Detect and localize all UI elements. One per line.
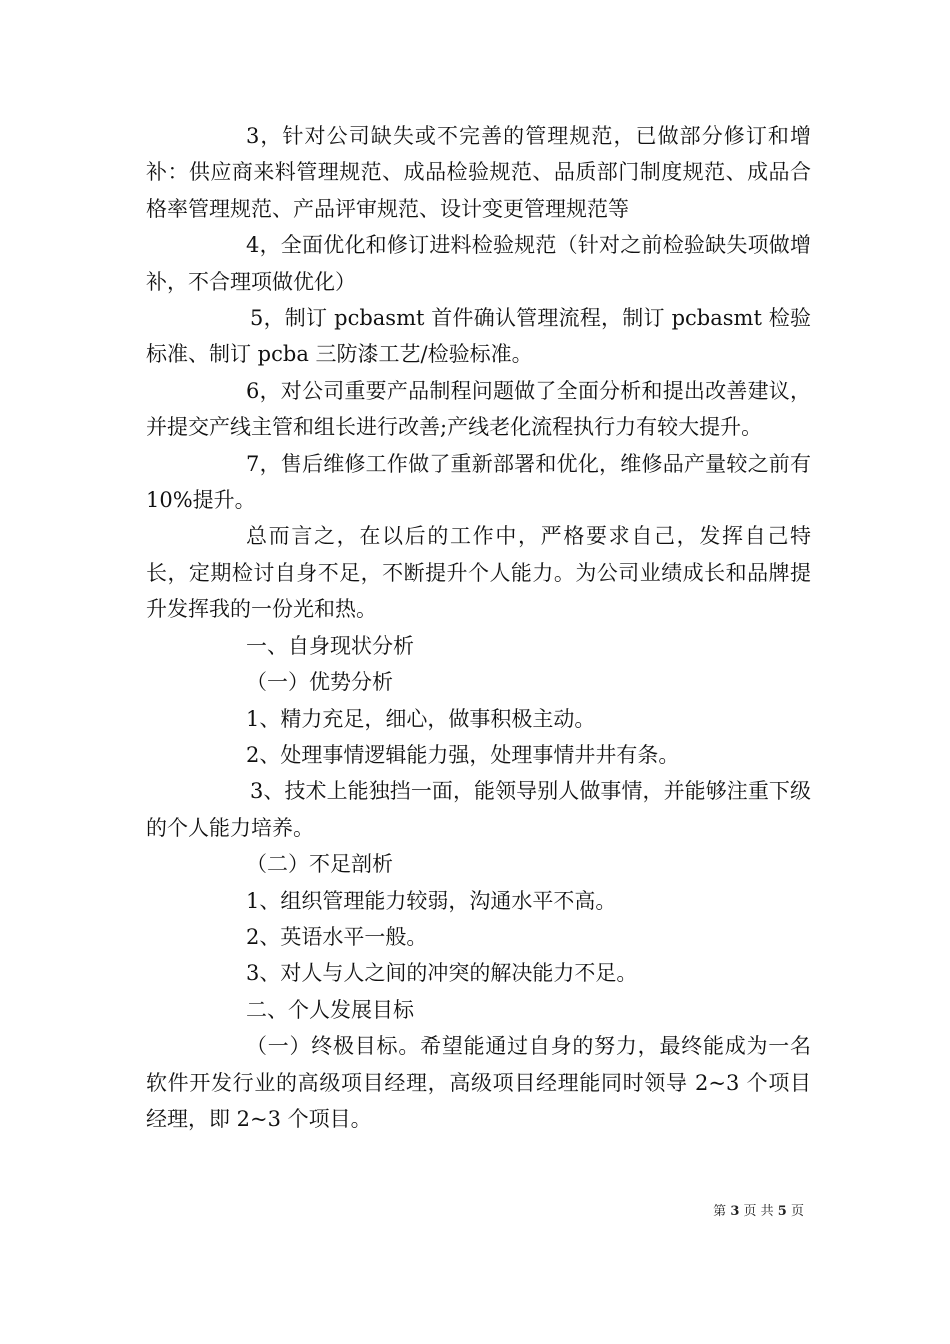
section-heading-1: 一、自身现状分析: [246, 633, 414, 658]
subsection-heading-strengths: （一）优势分析: [246, 670, 393, 695]
document-body: [146, 118, 811, 1137]
paragraph-item-4: 4，全面优化和修订进料检验规范（针对之前检验缺失项做增补，不合理项做优化）: [146, 233, 811, 294]
strength-item-1: 1、精力充足，细心，做事积极主动。: [246, 706, 596, 731]
paragraph-item-3: 3，针对公司缺失或不完善的管理规范，已做部分修订和增补：供应商来料管理规范、成品检验规范、品质部门制度规范、成品合格率管理规范、产品评审规范、设计变更管理规范等: [146, 124, 811, 221]
footer-middle: 页 共: [743, 1204, 774, 1219]
weakness-item-3: 3、对人与人之间的冲突的解决能力不足。: [246, 961, 638, 986]
paragraph-item-7: 7，售后维修工作做了重新部署和优化，维修品产量较之前有 10%提升。: [146, 451, 811, 513]
page-footer: [713, 1203, 804, 1221]
section-heading-2: 二、个人发展目标: [246, 997, 414, 1022]
footer-total-pages: 5: [777, 1204, 787, 1219]
footer-current-page: 3: [730, 1204, 740, 1219]
strength-item-3: 3、技术上能独挡一面，能领导别人做事情，并能够注重下级的个人能力培养。: [146, 779, 811, 840]
paragraph-item-6: 6，对公司重要产品制程问题做了全面分析和提出改善建议，并提交产线主管和组长进行改善;产线老化流程执行力有较大提升。: [146, 378, 811, 440]
paragraph-summary: 总而言之，在以后的工作中，严格要求自己，发挥自己特长，定期检讨自身不足，不断提升个人能力。为公司业绩成长和品牌提升发挥我的一份光和热。: [146, 524, 811, 622]
strength-item-2: 2、处理事情逻辑能力强，处理事情井井有条。: [246, 742, 680, 767]
footer-prefix: 第: [713, 1204, 727, 1219]
weakness-item-2: 2、英语水平一般。: [246, 924, 428, 949]
footer-suffix: 页: [790, 1204, 804, 1219]
paragraph-item-5: 5，制订 pcbasmt 首件确认管理流程，制订 pcbasmt 检验标准、制订 pcba 三防漆工艺/检验标准。: [146, 306, 811, 367]
subsection-heading-weaknesses: （二）不足剖析: [246, 852, 393, 877]
weakness-item-1: 1、组织管理能力较弱，沟通水平不高。: [246, 888, 617, 913]
goal-paragraph-ultimate: （一）终极目标。希望能通过自身的努力，最终能成为一名软件开发行业的高级项目经理，高级项目经理能同时领导 2~3 个项目经理，即 2~3 个项目。: [146, 1034, 811, 1131]
